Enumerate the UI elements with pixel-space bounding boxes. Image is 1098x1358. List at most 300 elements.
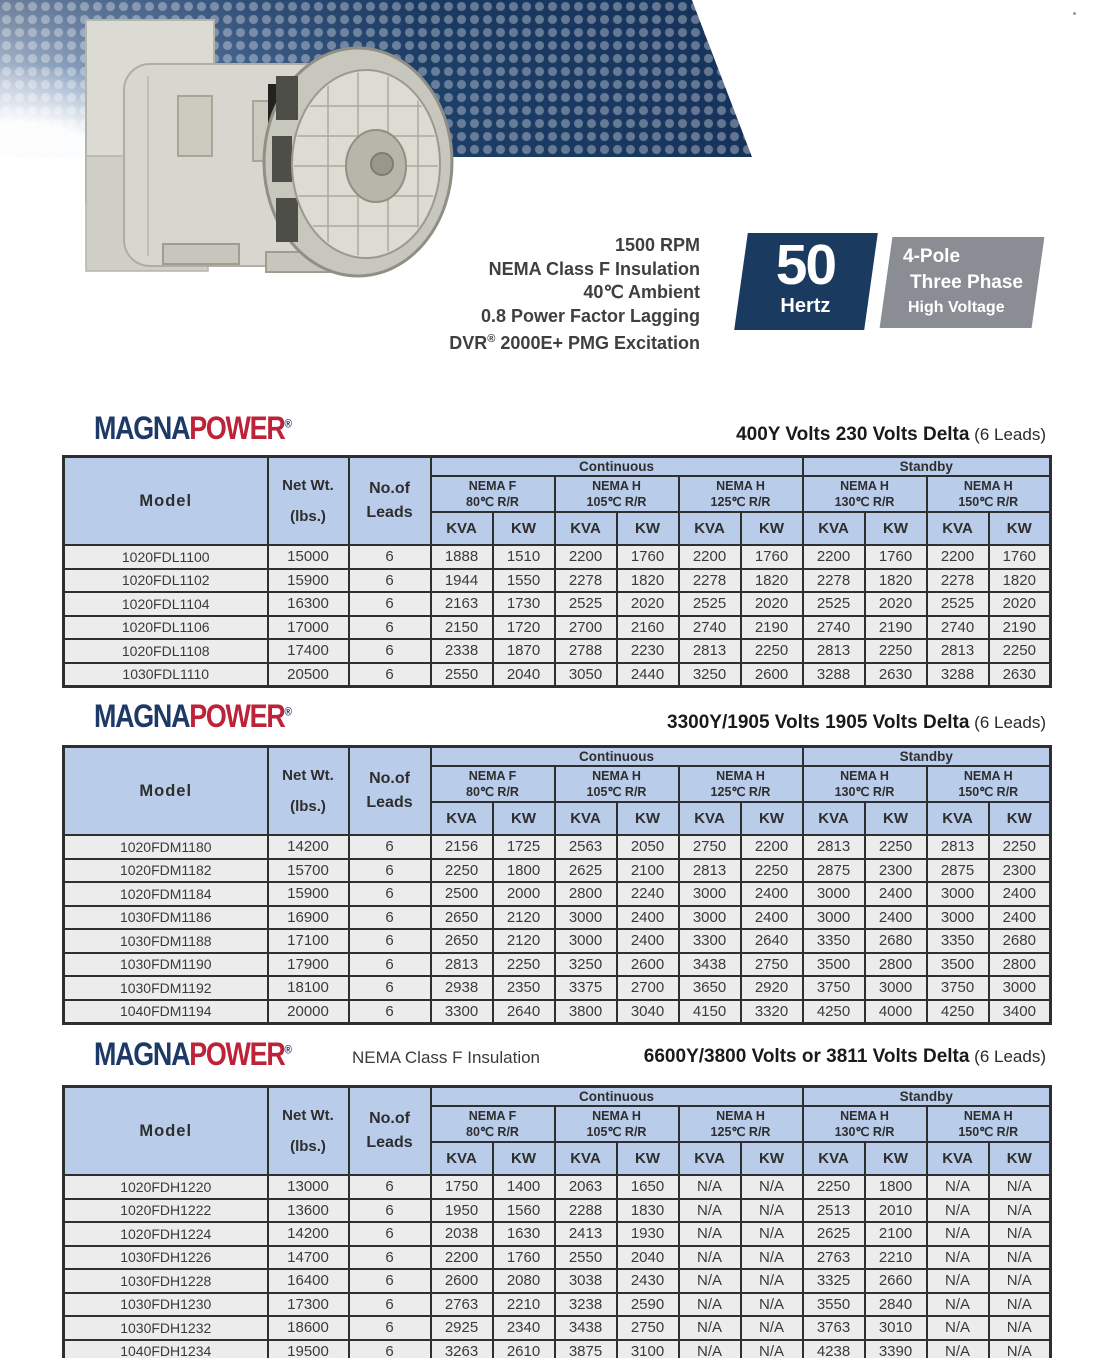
column-header-kw: KW [865, 512, 927, 545]
cell-value: 1630 [493, 1222, 555, 1246]
cell-value: 2190 [989, 616, 1051, 640]
cell-value: 4250 [803, 1000, 865, 1024]
spec-text-block [0, 234, 700, 356]
cell-value: 3250 [555, 953, 617, 977]
cell-value: 2020 [989, 592, 1051, 616]
cell-model: 1030FDM1186 [64, 906, 268, 930]
cell-value: 2400 [989, 882, 1051, 906]
column-header-kva: KVA [927, 802, 989, 835]
cell-value: N/A [679, 1316, 741, 1340]
cell-value: 1820 [741, 569, 803, 593]
cell-value: 2440 [617, 663, 679, 687]
cell-model: 1020FDH1224 [64, 1222, 268, 1246]
cell-value: 1800 [865, 1175, 927, 1199]
cell-value: 1800 [493, 859, 555, 883]
cell-value: 6 [349, 569, 431, 593]
cell-value: 1760 [741, 545, 803, 569]
cell-model: 1020FDL1108 [64, 639, 268, 663]
cell-value: 2400 [617, 906, 679, 930]
pole-line: High Voltage [908, 299, 1005, 316]
netwt-line1: Net Wt. [282, 476, 334, 494]
cell-value: 3000 [679, 882, 741, 906]
spec-line: NEMA Class F Insulation [488, 258, 700, 279]
cell-value: 2250 [493, 953, 555, 977]
nema-temp: 80℃ R/R [466, 785, 519, 799]
table-row [64, 953, 1051, 977]
cell-value: 3350 [927, 929, 989, 953]
magnapower-logo: MAGNAPOWER® [94, 1036, 292, 1072]
cell-value: 15900 [268, 569, 349, 593]
table3-note: NEMA Class F Insulation [352, 1048, 541, 1067]
netwt-line2: (lbs.) [290, 508, 326, 525]
table-row [64, 1246, 1051, 1270]
column-header-nema-group [555, 766, 679, 802]
cell-value: 2740 [803, 616, 865, 640]
table-row [64, 592, 1051, 616]
cell-value: 3263 [431, 1340, 493, 1358]
cell-value: 2700 [555, 616, 617, 640]
cell-value: 2700 [617, 976, 679, 1000]
cell-value: 2680 [989, 929, 1051, 953]
cell-value: N/A [989, 1199, 1051, 1223]
column-header-model: Model [64, 457, 268, 546]
cell-value: N/A [989, 1340, 1051, 1358]
cell-model: 1030FDM1190 [64, 953, 268, 977]
table-row [64, 639, 1051, 663]
cell-value: 4000 [865, 1000, 927, 1024]
table-row [64, 1293, 1051, 1317]
cell-value: 2300 [989, 859, 1051, 883]
cell-value: 3750 [803, 976, 865, 1000]
cell-value: 3000 [989, 976, 1051, 1000]
nema-class: NEMA H [592, 1108, 641, 1123]
cell-value: N/A [927, 1246, 989, 1270]
cell-value: N/A [741, 1246, 803, 1270]
pole-line: Three Phase [910, 272, 1023, 293]
cell-value: 2800 [865, 953, 927, 977]
cell-value: N/A [989, 1316, 1051, 1340]
cell-value: N/A [741, 1222, 803, 1246]
cell-value: 3400 [989, 1000, 1051, 1024]
leads-line2: Leads [366, 794, 413, 811]
cell-value: 2000 [493, 882, 555, 906]
cell-value: 2250 [803, 1175, 865, 1199]
cell-value: 2300 [865, 859, 927, 883]
cell-value: 2340 [493, 1316, 555, 1340]
cell-value: 6 [349, 639, 431, 663]
table-row [64, 1340, 1051, 1358]
cell-value: 3288 [927, 663, 989, 687]
column-header-kw: KW [493, 512, 555, 545]
cell-value: 2230 [617, 639, 679, 663]
cell-value: 1725 [493, 835, 555, 859]
column-header-kva: KVA [803, 802, 865, 835]
cell-value: 6 [349, 1199, 431, 1223]
column-header-nema-group [431, 766, 555, 802]
column-header-netwt [268, 457, 349, 546]
cell-value: 2400 [865, 906, 927, 930]
cell-model: 1040FDM1194 [64, 1000, 268, 1024]
column-header-model: Model [64, 1087, 268, 1176]
cell-value: 2020 [617, 592, 679, 616]
cell-value: 2750 [679, 835, 741, 859]
cell-value: 2920 [741, 976, 803, 1000]
cell-value: 4250 [927, 1000, 989, 1024]
cell-value: 3390 [865, 1340, 927, 1358]
cell-value: 2278 [555, 569, 617, 593]
column-header-kva: KVA [679, 512, 741, 545]
cell-value: 2763 [803, 1246, 865, 1270]
column-header-kva: KVA [679, 1142, 741, 1175]
cell-value: 2278 [927, 569, 989, 593]
cell-value: 6 [349, 1340, 431, 1358]
nema-class: NEMA H [716, 1108, 765, 1123]
cell-value: 2010 [865, 1199, 927, 1223]
column-header-nema-group [679, 476, 803, 512]
cell-value: 2750 [617, 1316, 679, 1340]
cell-value: 2640 [741, 929, 803, 953]
cell-value: 2500 [431, 882, 493, 906]
cell-value: 2250 [741, 639, 803, 663]
nema-class: NEMA H [963, 768, 1013, 783]
cell-value: 3288 [803, 663, 865, 687]
cell-value: 14200 [268, 835, 349, 859]
cell-value: 2875 [927, 859, 989, 883]
cell-value: 6 [349, 835, 431, 859]
column-header-kva: KVA [431, 802, 493, 835]
hertz-badge [734, 233, 878, 330]
cell-value: 2240 [617, 882, 679, 906]
hertz-unit: Hertz [780, 295, 831, 317]
column-header-kva: KVA [555, 512, 617, 545]
cell-value: 2813 [803, 835, 865, 859]
spec-line: 1500 RPM [614, 235, 700, 255]
cell-value: 2150 [431, 616, 493, 640]
column-header-standby: Standby [803, 1087, 1051, 1107]
table-row [64, 1199, 1051, 1223]
cell-value: 2278 [803, 569, 865, 593]
netwt-line1: Net Wt. [282, 1106, 334, 1124]
cell-value: 2120 [493, 906, 555, 930]
cell-value: 3038 [555, 1269, 617, 1293]
cell-value: N/A [989, 1269, 1051, 1293]
cell-value: 3750 [927, 976, 989, 1000]
cell-value: 6 [349, 1316, 431, 1340]
cell-value: 3763 [803, 1316, 865, 1340]
column-header-nema-group [803, 766, 927, 802]
nema-class: NEMA F [468, 1108, 517, 1123]
cell-value: 19500 [268, 1340, 349, 1358]
cell-model: 1030FDM1188 [64, 929, 268, 953]
column-header-kva: KVA [555, 802, 617, 835]
cell-value: 2250 [989, 639, 1051, 663]
table-row [64, 1175, 1051, 1199]
cell-value: 1730 [493, 592, 555, 616]
cell-value: 2925 [431, 1316, 493, 1340]
cell-value: 2590 [617, 1293, 679, 1317]
cell-value: 1930 [617, 1222, 679, 1246]
cell-value: 2063 [555, 1175, 617, 1199]
table1-title: 400Y Volts 230 Volts Delta (6 Leads) [736, 424, 1046, 445]
nema-class: NEMA F [468, 478, 517, 493]
leads-line2: Leads [366, 504, 413, 521]
cell-model: 1030FDH1228 [64, 1269, 268, 1293]
nema-temp: 150℃ R/R [958, 785, 1019, 799]
cell-value: 17400 [268, 639, 349, 663]
cell-value: 2250 [865, 639, 927, 663]
cell-value: 3300 [679, 929, 741, 953]
cell-value: 6 [349, 1000, 431, 1024]
column-header-nema-group [679, 766, 803, 802]
cell-value: 3550 [803, 1293, 865, 1317]
cell-value: 2813 [803, 639, 865, 663]
cell-value: 1760 [989, 545, 1051, 569]
cell-value: 2020 [865, 592, 927, 616]
table-row [64, 1269, 1051, 1293]
cell-value: 2625 [555, 859, 617, 883]
column-header-kw: KW [989, 1142, 1051, 1175]
cell-value: 6 [349, 953, 431, 977]
nema-class: NEMA H [592, 768, 641, 783]
magnapower-logo: MAGNAPOWER® [94, 410, 292, 446]
cell-value: 3500 [927, 953, 989, 977]
cell-value: 1560 [493, 1199, 555, 1223]
nema-class: NEMA H [963, 478, 1013, 493]
cell-value: 1760 [617, 545, 679, 569]
cell-model: 1030FDL1110 [64, 663, 268, 687]
spec-line: DVR® 2000E+ PMG Excitation [449, 333, 700, 354]
cell-value: 15900 [268, 882, 349, 906]
column-header-kw: KW [493, 802, 555, 835]
nema-temp: 130℃ R/R [834, 1125, 895, 1139]
cell-value: 6 [349, 976, 431, 1000]
column-header-kw: KW [865, 802, 927, 835]
cell-value: 6 [349, 929, 431, 953]
column-header-nema-group [927, 1106, 1051, 1142]
cell-value: 6 [349, 906, 431, 930]
cell-value: 20500 [268, 663, 349, 687]
cell-model: 1020FDM1180 [64, 835, 268, 859]
cell-value: 3000 [865, 976, 927, 1000]
cell-value: 1870 [493, 639, 555, 663]
cell-value: N/A [989, 1175, 1051, 1199]
cell-value: 14200 [268, 1222, 349, 1246]
pole-badge [880, 237, 1045, 328]
column-header-continuous: Continuous [431, 747, 803, 767]
cell-value: 13600 [268, 1199, 349, 1223]
cell-value: 2875 [803, 859, 865, 883]
cell-value: 3650 [679, 976, 741, 1000]
cell-model: 1020FDL1104 [64, 592, 268, 616]
column-header-kw: KW [617, 1142, 679, 1175]
cell-value: 3500 [803, 953, 865, 977]
column-header-kva: KVA [803, 512, 865, 545]
cell-value: 3000 [555, 906, 617, 930]
ratings-table-6600y [62, 1085, 1052, 1358]
cell-value: 17900 [268, 953, 349, 977]
table-row [64, 835, 1051, 859]
column-header-kw: KW [741, 802, 803, 835]
cell-value: 3238 [555, 1293, 617, 1317]
cell-value: N/A [741, 1199, 803, 1223]
cell-value: 2200 [679, 545, 741, 569]
cell-value: N/A [927, 1340, 989, 1358]
nema-temp: 105℃ R/R [586, 495, 647, 509]
cell-value: 2278 [679, 569, 741, 593]
cell-value: 17000 [268, 616, 349, 640]
cell-value: 14700 [268, 1246, 349, 1270]
cell-value: 2813 [679, 859, 741, 883]
column-header-kva: KVA [927, 1142, 989, 1175]
ratings-table-3300y [62, 745, 1052, 1025]
cell-value: 2400 [741, 906, 803, 930]
cell-value: 2190 [865, 616, 927, 640]
cell-value: 3000 [803, 906, 865, 930]
cell-value: 2200 [431, 1246, 493, 1270]
cell-value: 2200 [555, 545, 617, 569]
column-header-leads [349, 747, 431, 836]
table-row [64, 976, 1051, 1000]
cell-value: N/A [679, 1199, 741, 1223]
cell-value: 1950 [431, 1199, 493, 1223]
cell-value: 2160 [617, 616, 679, 640]
cell-value: N/A [679, 1269, 741, 1293]
corner-artifact [1073, 12, 1076, 15]
cell-value: 2600 [431, 1269, 493, 1293]
nema-temp: 105℃ R/R [586, 785, 647, 799]
spec-line: 0.8 Power Factor Lagging [480, 305, 700, 326]
cell-value: 2650 [431, 929, 493, 953]
cell-value: 6 [349, 859, 431, 883]
cell-value: 3438 [679, 953, 741, 977]
column-header-kva: KVA [803, 1142, 865, 1175]
cell-value: 3050 [555, 663, 617, 687]
cell-value: 2400 [617, 929, 679, 953]
cell-value: 2250 [989, 835, 1051, 859]
column-header-netwt [268, 747, 349, 836]
nema-temp: 105℃ R/R [586, 1125, 647, 1139]
cell-value: 2020 [741, 592, 803, 616]
cell-value: 1400 [493, 1175, 555, 1199]
cell-value: 1820 [865, 569, 927, 593]
cell-value: 1750 [431, 1175, 493, 1199]
cell-value: 6 [349, 545, 431, 569]
cell-value: 1550 [493, 569, 555, 593]
cell-value: N/A [679, 1222, 741, 1246]
cell-value: 17100 [268, 929, 349, 953]
cell-value: 2550 [431, 663, 493, 687]
cell-value: 2080 [493, 1269, 555, 1293]
column-header-standby: Standby [803, 747, 1051, 767]
cell-value: 2650 [431, 906, 493, 930]
cell-value: 2840 [865, 1293, 927, 1317]
cell-value: 2630 [865, 663, 927, 687]
cell-value: N/A [741, 1269, 803, 1293]
column-header-standby: Standby [803, 457, 1051, 477]
nema-class: NEMA H [840, 478, 889, 493]
cell-value: 2163 [431, 592, 493, 616]
column-header-kw: KW [865, 1142, 927, 1175]
cell-value: 2750 [741, 953, 803, 977]
nema-temp: 125℃ R/R [710, 495, 771, 509]
cell-value: 1888 [431, 545, 493, 569]
cell-value: 2740 [927, 616, 989, 640]
leads-line1: No.of [369, 480, 410, 497]
cell-value: 2100 [617, 859, 679, 883]
cell-value: 2250 [741, 859, 803, 883]
table-row [64, 663, 1051, 687]
cell-value: 6 [349, 592, 431, 616]
cell-model: 1020FDL1106 [64, 616, 268, 640]
column-header-nema-group [555, 1106, 679, 1142]
column-header-kva: KVA [555, 1142, 617, 1175]
netwt-line2: (lbs.) [290, 1138, 326, 1155]
cell-value: 4238 [803, 1340, 865, 1358]
cell-value: 2200 [927, 545, 989, 569]
column-header-kw: KW [617, 802, 679, 835]
cell-value: 2413 [555, 1222, 617, 1246]
cell-value: 16900 [268, 906, 349, 930]
nema-class: NEMA H [840, 768, 889, 783]
cell-value: 2938 [431, 976, 493, 1000]
nema-temp: 80℃ R/R [466, 495, 519, 509]
cell-value: 20000 [268, 1000, 349, 1024]
cell-value: 6 [349, 1175, 431, 1199]
magnapower-logo: MAGNAPOWER® [94, 698, 292, 734]
cell-value: 2200 [803, 545, 865, 569]
nema-class: NEMA H [592, 478, 641, 493]
cell-value: N/A [927, 1293, 989, 1317]
column-header-kva: KVA [927, 512, 989, 545]
column-header-kw: KW [989, 512, 1051, 545]
cell-value: 2630 [989, 663, 1051, 687]
cell-value: 2763 [431, 1293, 493, 1317]
cell-value: 3300 [431, 1000, 493, 1024]
cell-value: 2400 [865, 882, 927, 906]
cell-value: 3000 [555, 929, 617, 953]
cell-model: 1020FDL1100 [64, 545, 268, 569]
cell-value: 1760 [493, 1246, 555, 1270]
cell-value: 3375 [555, 976, 617, 1000]
cell-value: 3000 [679, 906, 741, 930]
table-row [64, 1222, 1051, 1246]
cell-value: N/A [679, 1246, 741, 1270]
cell-value: 2038 [431, 1222, 493, 1246]
nema-class: NEMA H [963, 1108, 1013, 1123]
cell-value: 3000 [927, 906, 989, 930]
cell-value: N/A [927, 1222, 989, 1246]
cell-value: 3438 [555, 1316, 617, 1340]
cell-value: 2600 [617, 953, 679, 977]
cell-value: 2040 [493, 663, 555, 687]
leads-line1: No.of [369, 770, 410, 787]
cell-value: 1944 [431, 569, 493, 593]
column-header-nema-group [927, 766, 1051, 802]
cell-value: 6 [349, 882, 431, 906]
cell-value: 6 [349, 663, 431, 687]
cell-model: 1020FDM1182 [64, 859, 268, 883]
column-header-nema-group [927, 476, 1051, 512]
cell-model: 1020FDL1102 [64, 569, 268, 593]
cell-value: 2813 [927, 639, 989, 663]
cell-value: 2250 [865, 835, 927, 859]
cell-value: 2600 [741, 663, 803, 687]
cell-value: 3325 [803, 1269, 865, 1293]
ratings-table-400y [62, 455, 1052, 688]
cell-value: 6 [349, 1293, 431, 1317]
cell-model: 1020FDM1184 [64, 882, 268, 906]
cell-value: 13000 [268, 1175, 349, 1199]
